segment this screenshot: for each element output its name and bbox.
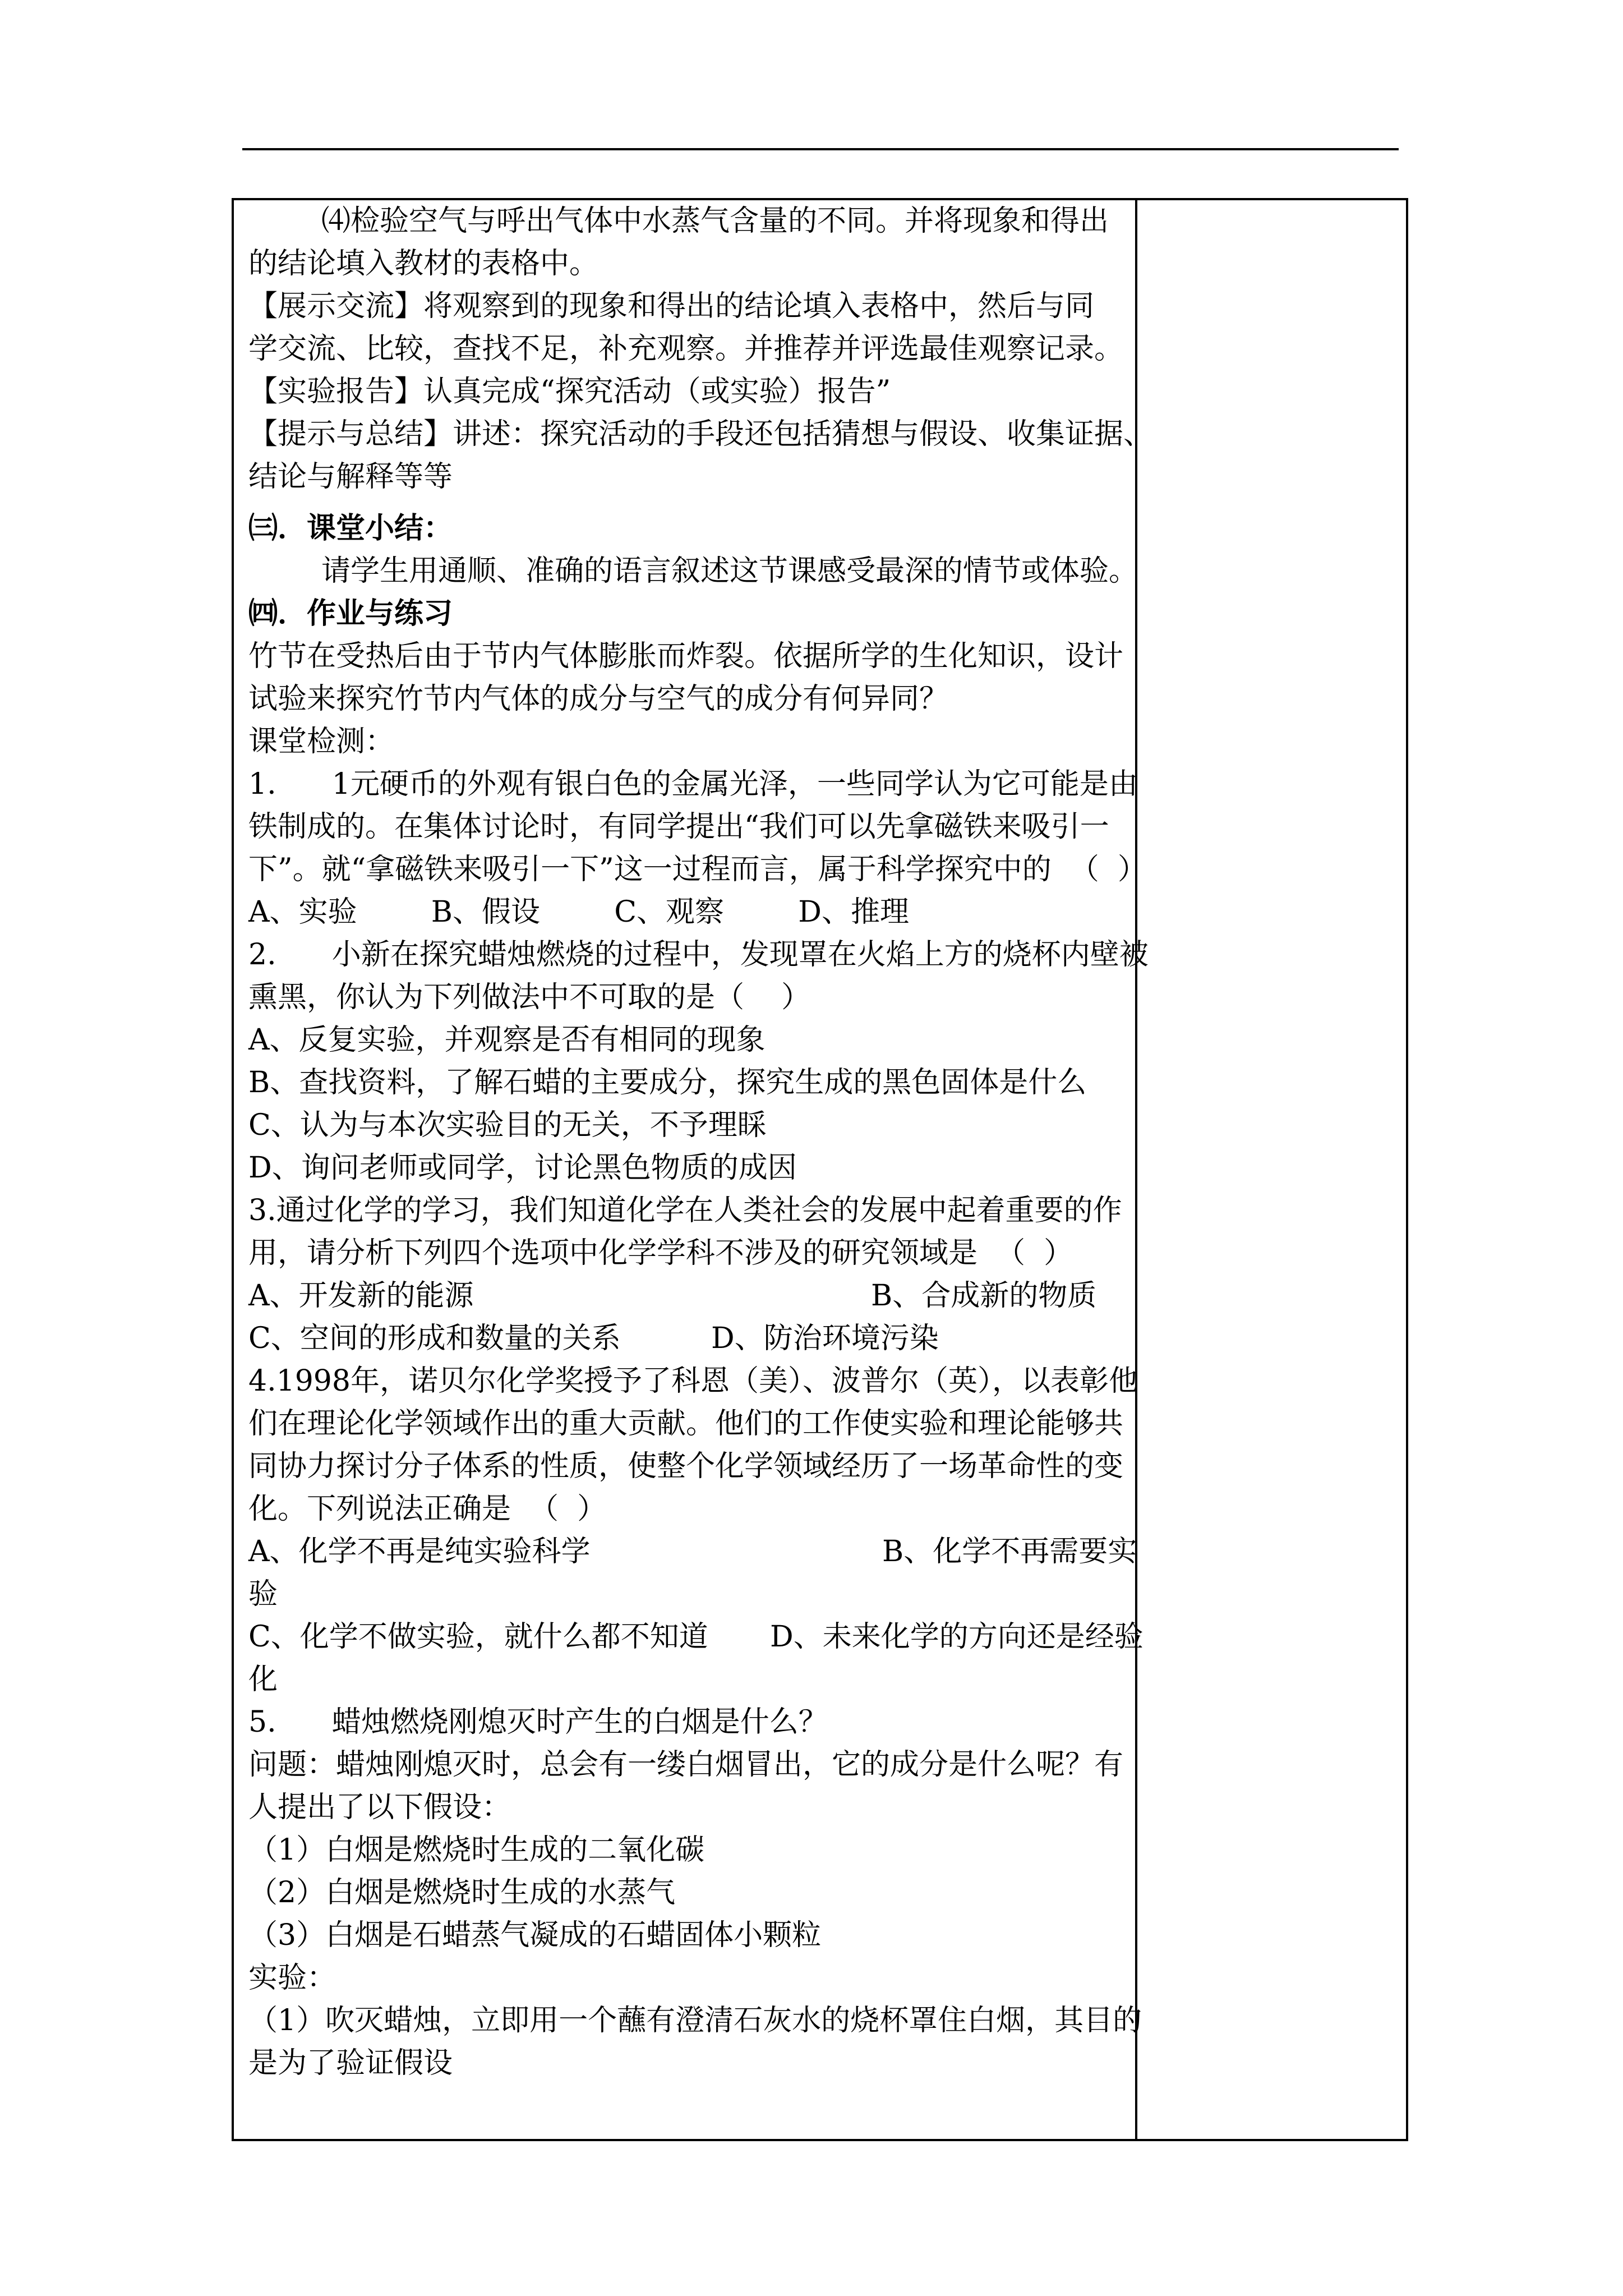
question-1-options: A、实验 B、假设 C、观察 D、推理	[248, 895, 909, 929]
text-line: 学交流、比较，查找不足，补充观察。并推荐并评选最佳观察记录。	[248, 332, 1124, 366]
text-line: 化	[248, 1663, 278, 1696]
section-heading: ㈣．作业与练习	[248, 596, 453, 631]
text-line: 们在理论化学领域作出的重大贡献。他们的工作使实验和理论能够共	[248, 1407, 1124, 1441]
text-line: 【实验报告】认真完成“探究活动（或实验）报告”	[248, 375, 891, 408]
option-b: B、查找资料，了解石蜡的主要成分，探究生成的黑色固体是什么	[248, 1066, 1087, 1099]
option-d: D、询问老师或同学，讨论黑色物质的成因	[248, 1151, 797, 1185]
text-line: 下”。就“拿磁铁来吸引一下”这一过程而言，属于科学探究中的 （ ）	[248, 853, 1147, 886]
text-line: 同协力探讨分子体系的性质，使整个化学领域经历了一场革命性的变	[248, 1450, 1124, 1483]
text-line: 【提示与总结】讲述：探究活动的手段还包括猜想与假设、收集证据、	[248, 417, 1153, 451]
text-line: 【展示交流】将观察到的现象和得出的结论填入表格中，然后与同	[248, 289, 1095, 323]
option-a: A、反复实验，并观察是否有相同的现象	[248, 1023, 766, 1057]
text-line: 是为了验证假设	[248, 2046, 453, 2080]
option-b: B、合成新的物质	[871, 1279, 1097, 1313]
text-line: 人提出了以下假设：	[248, 1791, 511, 1824]
hypothesis-1: （1）白烟是燃烧时生成的二氧化碳	[248, 1833, 705, 1867]
question-4: 4.1998年，诺贝尔化学奖授予了科恩（美）、波普尔（英），以表彰他	[248, 1364, 1138, 1398]
text-line: 问题：蜡烛刚熄灭时，总会有一缕白烟冒出，它的成分是什么呢？有	[248, 1748, 1124, 1782]
option-b: B、化学不再需要实	[882, 1535, 1137, 1568]
text-line: 实验：	[248, 1961, 336, 1995]
experiment-1: （1）吹灭蜡烛，立即用一个蘸有澄清石灰水的烧杯罩住白烟，其目的	[248, 2004, 1142, 2037]
option-c: C、空间的形成和数量的关系	[248, 1322, 621, 1355]
text-line: 的结论填入教材的表格中。	[248, 247, 599, 280]
text-line: 请学生用通顺、准确的语言叙述这节课感受最深的情节或体验。	[321, 554, 1138, 588]
text-line: 结论与解释等等	[248, 460, 453, 494]
text-line: 用，请分析下列四个选项中化学学科不涉及的研究领域是 （ ）	[248, 1236, 1073, 1270]
text-line: ⑷检验空气与呼出气体中水蒸气含量的不同。并将现象和得出	[321, 204, 1109, 238]
text-line: 熏黑，你认为下列做法中不可取的是（ ）	[248, 981, 811, 1014]
option-d: D、未来化学的方向还是经验	[770, 1620, 1144, 1654]
column-divider	[1135, 198, 1137, 2141]
text-line: 课堂检测：	[248, 725, 395, 758]
header-rule	[242, 148, 1399, 150]
option-c: C、认为与本次实验目的无关，不予理睬	[248, 1108, 767, 1142]
text-line: 竹节在受热后由于节内气体膨胀而炸裂。依据所学的生化知识，设计	[248, 639, 1124, 673]
question-2: 2. 小新在探究蜡烛燃烧的过程中，发现罩在火焰上方的烧杯内壁被	[248, 938, 1149, 972]
section-heading: ㈢．课堂小结：	[248, 511, 453, 545]
option-c: C、化学不做实验，就什么都不知道	[248, 1620, 708, 1654]
text-line: 试验来探究竹节内气体的成分与空气的成分有何异同？	[248, 682, 949, 716]
text-line: 铁制成的。在集体讨论时，有同学提出“我们可以先拿磁铁来吸引一	[248, 810, 1109, 844]
text-line: 化。下列说法正确是 （ ）	[248, 1492, 607, 1526]
text-line: 验	[248, 1577, 278, 1611]
hypothesis-2: （2）白烟是燃烧时生成的水蒸气	[248, 1876, 676, 1910]
question-1: 1. 1元硬币的外观有银白色的金属光泽，一些同学认为它可能是由	[248, 767, 1138, 801]
question-3: 3.通过化学的学习，我们知道化学在人类社会的发展中起着重要的作	[248, 1194, 1122, 1227]
option-a: A、开发新的能源	[248, 1279, 474, 1313]
option-a: A、化学不再是纯实验科学	[248, 1535, 591, 1568]
option-d: D、防治环境污染	[711, 1322, 939, 1355]
hypothesis-3: （3）白烟是石蜡蒸气凝成的石蜡固体小颗粒	[248, 1918, 822, 1952]
question-5: 5. 蜡烛燃烧刚熄灭时产生的白烟是什么？	[248, 1705, 828, 1739]
